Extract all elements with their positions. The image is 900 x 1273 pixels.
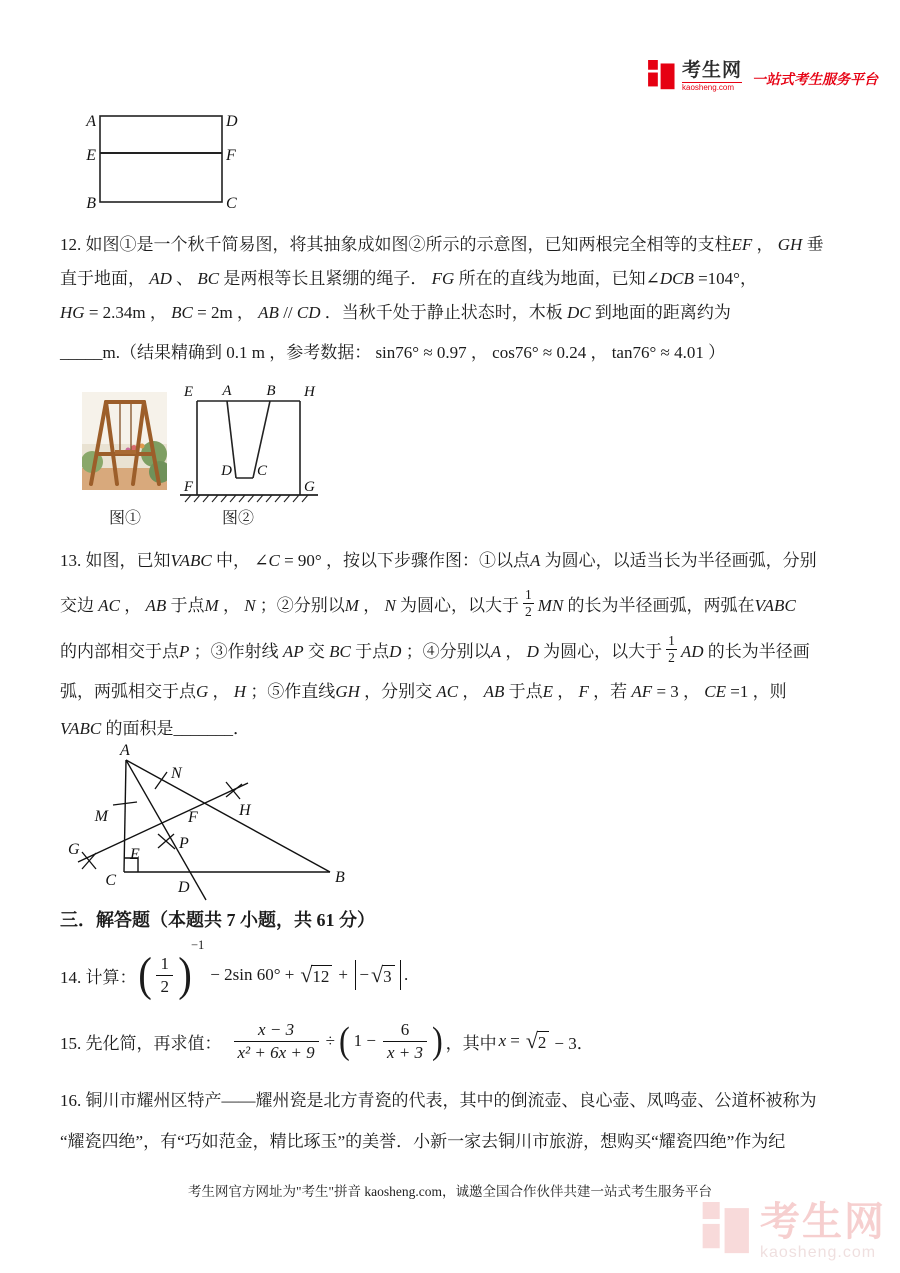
fraction-one-half: 1 2 — [156, 953, 173, 997]
label-A: A — [86, 113, 96, 130]
label-H: H — [239, 802, 251, 819]
watermark-domain: kaosheng.com — [760, 1244, 877, 1261]
q14-plus: + — [338, 965, 349, 984]
label-A: A — [120, 742, 130, 759]
watermark-logo-icon — [702, 1202, 752, 1258]
q14-label: 14. 计算： — [60, 967, 137, 987]
fraction-1: $\frac{x - 3}{\text{x² + 6x + 9}}$ — [234, 1019, 319, 1063]
q12-line3: HG = 2.34m ， BC = 2m ， AB // CD ．当秋千处于静止状态时，木板 DC 到地面的距离约为 — [60, 303, 731, 322]
triangle-construction-figure — [58, 742, 398, 910]
q16-line2: “耀瓷四绝”，有“巧如范金，精比琢玉”的美誉．小新一家去铜川市旅游，想购买“耀瓷四绝”作为纪 — [60, 1132, 786, 1151]
q15-inner-pre: 1 − — [353, 1031, 376, 1050]
watermark-brand: 考生网 — [760, 1200, 886, 1244]
q15-eq: = — [510, 1031, 520, 1050]
question-14: 14. 计算： ( 1 2 ) −1 − 2sin 60° + √ 12 + − √ 3 . — [60, 938, 409, 1001]
q15-x: x — [498, 1031, 507, 1050]
site-logo — [648, 60, 878, 92]
kaosheng-logo-icon — [648, 60, 676, 92]
q12-line2: 直于地面， AD 、 BC 是两根等长且紧绷的绳子． FG 所在的直线为地面，已知∠DCB =104°， — [60, 269, 757, 288]
half-fraction: 1 2 — [525, 586, 532, 619]
label-P: P — [179, 835, 189, 852]
label-E: E — [183, 384, 193, 400]
q12-line1: 12. 如图①是一个秋千简易图，将其抽象成如图②所示的示意图，已知两根完全相等的支柱EF ， GH 垂 — [60, 235, 824, 254]
label-M: M — [94, 808, 108, 825]
q15-mid: ，其中 — [445, 1033, 497, 1053]
watermark — [702, 1202, 886, 1261]
q15-label: 15. 先化简，再求值： — [60, 1033, 222, 1053]
abs-bar — [355, 960, 356, 990]
label-C: C — [257, 463, 268, 479]
label-F: F — [183, 479, 193, 495]
footer-text: 考生网官方网址为"考生"拼音 kaosheng.com，诚邀全国合作伙伴共建一站式考生服务平台 — [187, 1184, 712, 1199]
label-B: B — [266, 383, 276, 399]
rectangle-figure — [74, 104, 244, 212]
abs-bar — [400, 960, 401, 990]
question-16 — [60, 1080, 865, 1162]
exponent: −1 — [190, 938, 205, 952]
half-fraction: 1 2 — [668, 632, 675, 665]
brand-domain: kaosheng.com — [682, 82, 742, 92]
label-G: G — [304, 479, 315, 495]
brand-name: 考生网 — [682, 60, 743, 81]
label-E: E — [130, 846, 140, 863]
sqrt-12: √ 12 — [300, 964, 332, 987]
divide-sign: ÷ — [325, 1031, 335, 1050]
figure1-caption: 图① — [108, 510, 141, 527]
q14-term2: − 2sin 60° + — [210, 965, 295, 984]
label-G: G — [68, 841, 80, 858]
brand-tagline: 一站式考生服务平台 — [752, 71, 879, 87]
question-15: 15. 先化简，再求值： $\frac{x - 3}{\text{x² + 6x + 9}}$ ÷ ( 1 − $\frac{6}{x + 3}$ ) ，其中 x = √ 2 − 3． — [60, 1020, 594, 1062]
sqrt-2: √ 2 — [526, 1030, 550, 1053]
q13-line2 — [60, 580, 865, 626]
label-C: C — [226, 195, 237, 212]
sqrt-3: √ 3 — [371, 964, 395, 987]
label-N: N — [171, 765, 182, 782]
label-F: F — [188, 809, 198, 826]
label-D: D — [221, 463, 232, 479]
q13-line5: VABC 的面积是_______． — [60, 719, 250, 738]
swing-photo — [82, 392, 167, 490]
q13-line4: 弧，两弧相交于点G ， H ；⑤作直线GH ，分别交 AC ， AB 于点E ， F ，若 AF = 3 ， CE =1 ，则 — [60, 682, 787, 701]
label-C: C — [105, 872, 116, 889]
q13-line3-post: AD 的长为半径画 — [680, 641, 810, 661]
q13-line3-pre: 的内部相交于点P ；③作射线 AP 交 BC 于点D ；④分别以A ， D 为圆心，以大于 — [60, 641, 663, 661]
label-E: E — [86, 147, 96, 164]
swing-schematic-figure — [175, 383, 323, 507]
label-B: B — [335, 869, 345, 886]
figure2-caption: 图② — [221, 510, 254, 527]
q13-line1: 13. 如图，已知VABC 中， ∠C = 90° ，按以下步骤作图：①以点A 为圆心，以适当长为半径画弧，分别 — [60, 551, 817, 570]
q12-line4: _____m.（结果精确到 0.1 m ，参考数据： sin76° ≈ 0.97 ， cos76° ≈ 0.24 ， tan76° ≈ 4.01 ） — [60, 343, 726, 362]
fraction-2: $\frac{6}{x + 3}$ — [383, 1019, 427, 1063]
label-F: F — [226, 147, 236, 164]
question-12 — [60, 228, 865, 370]
label-D: D — [178, 879, 190, 896]
q13-line3 — [60, 626, 865, 672]
q15-tail: − 3． — [554, 1033, 594, 1053]
label-D: D — [226, 113, 238, 130]
label-A: A — [222, 383, 232, 399]
label-B: B — [86, 195, 96, 212]
q14-minus: − — [359, 965, 369, 984]
question-13 — [60, 542, 865, 746]
section-heading: 三．解答题（本题共 7 小题，共 61 分） — [60, 910, 375, 930]
q14-period: . — [403, 965, 409, 984]
label-H: H — [304, 384, 315, 400]
q13-line2-pre: 交边 AC ， AB 于点M ， N ；②分别以M ， N 为圆心，以大于 — [60, 595, 520, 615]
q16-line1: 16. 铜川市耀州区特产——耀州瓷是北方青瓷的代表，其中的倒流壶、良心壶、凤鸣壶、公道杯被称为 — [60, 1091, 817, 1110]
q13-line2-post: MN 的长为半径画弧，两弧在VABC — [537, 595, 796, 615]
